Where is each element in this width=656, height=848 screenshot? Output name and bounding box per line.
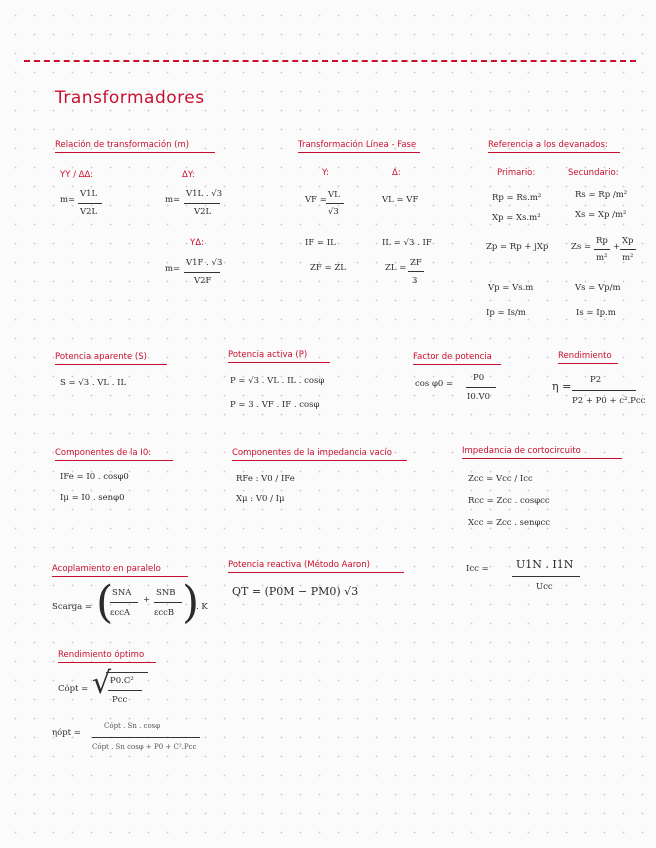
zl-den: 3 xyxy=(412,276,418,286)
left-paren: ( xyxy=(96,577,114,628)
right-paren: ) xyxy=(182,577,200,628)
fraction-bar xyxy=(572,390,636,391)
m3-num: V1F . √3 xyxy=(186,258,223,268)
eq-rp: Rp = Rs.m² xyxy=(492,193,542,203)
eq-vp: Vp = Vs.m xyxy=(488,283,534,293)
heading-rendimiento: Rendimiento xyxy=(558,351,618,364)
m2-lhs: m= xyxy=(165,195,181,205)
factor-den: I0.V0 xyxy=(467,392,491,402)
acoplamiento-n2: SNB xyxy=(156,588,176,598)
factor-num: P0 xyxy=(473,373,485,383)
heading-referencia: Referencia a los devanados: xyxy=(488,140,620,153)
eq-rfe: RFe : V0 / IFe xyxy=(236,474,295,484)
fraction-bar xyxy=(92,737,200,738)
zs-n1: Rp xyxy=(596,236,608,246)
eq-zcc: Zcc = Vcc / Icc xyxy=(468,474,533,484)
fraction-bar xyxy=(108,690,142,691)
vf-num: VL xyxy=(328,190,340,200)
eq-imu: Iμ = I0 . senφ0 xyxy=(60,493,125,503)
eta-lhs: ηópt = xyxy=(52,728,81,738)
eq-ife: IFe = I0 . cosφ0 xyxy=(60,472,129,482)
m2-num: V1L . √3 xyxy=(186,189,223,199)
eq-vs: Vs = Vp/m xyxy=(575,283,621,293)
vf-den: √3 xyxy=(328,207,339,217)
fraction-bar xyxy=(184,272,220,273)
acoplamiento-lhs: Scarga = xyxy=(52,602,93,612)
eq-is: Is = Ip.m xyxy=(576,308,616,318)
factor-lhs: cos φ0 = xyxy=(415,379,454,389)
rendimiento-num: P2 xyxy=(590,375,602,385)
acoplamiento-d1: εccA xyxy=(110,608,131,618)
m3-den: V2F xyxy=(194,276,212,286)
copt-num: P0.C² xyxy=(110,676,134,686)
zs-lhs: Zs = xyxy=(571,242,592,252)
sqrt-sign: √ xyxy=(92,666,112,701)
acoplamiento-plus: + xyxy=(143,595,151,605)
zl-num: ZF xyxy=(410,258,422,268)
label-yy-dd: YY / ΔΔ: xyxy=(60,170,94,180)
eq-activa-1: P = √3 . VL . IL . cosφ xyxy=(230,376,325,386)
eq-zp: Zp = Rp + jXp xyxy=(486,242,549,252)
fraction-bar xyxy=(184,203,220,204)
fraction-bar xyxy=(326,203,344,204)
acoplamiento-n1: SNA xyxy=(112,588,132,598)
heading-impedancia-cc: Impedancia de cortocircuito xyxy=(462,446,622,459)
label-d: Δ: xyxy=(392,168,401,178)
vf-lhs: VF = xyxy=(305,195,327,205)
m2-den: V2L xyxy=(194,207,212,217)
icc-num: U1N . I1N xyxy=(516,558,574,571)
label-y: Y: xyxy=(322,168,329,178)
label-dy: ΔY: xyxy=(182,170,195,180)
rendimiento-lhs: η = xyxy=(552,380,572,393)
fraction-bar xyxy=(466,387,496,388)
heading-optimo: Rendimiento óptimo xyxy=(58,650,156,663)
label-primario: Primario: xyxy=(497,168,536,178)
eq-activa-2: P = 3 . VF . IF . cosφ xyxy=(230,400,320,410)
acoplamiento-tail: . K xyxy=(196,602,208,612)
fraction-bar xyxy=(154,602,182,603)
icc-lhs: Icc = xyxy=(466,564,489,574)
eq-aparente: S = √3 . VL . IL xyxy=(60,378,127,388)
copt-den: Pcc xyxy=(112,695,128,705)
eta-num: Cópt . Sn . cosφ xyxy=(104,722,161,730)
zl-lhs: ZL = xyxy=(385,263,407,273)
eq-xp: Xp = Xs.m² xyxy=(492,213,541,223)
heading-aparente: Potencia aparente (S) xyxy=(55,352,167,365)
fraction-bar xyxy=(408,271,424,272)
heading-reactiva: Potencia reactiva (Método Aaron) xyxy=(228,560,404,573)
dashed-divider xyxy=(24,60,636,62)
eq-xmu: Xμ : V0 / Iμ xyxy=(236,494,285,504)
if-eq: IF = IL xyxy=(305,238,336,248)
heading-activa: Potencia activa (P) xyxy=(228,350,330,363)
m1-den: V2L xyxy=(80,207,98,217)
fraction-bar xyxy=(512,576,580,577)
heading-componentes-io: Componentes de la I0: xyxy=(55,448,173,461)
eta-den: Cópt . Sn cosφ + P0 + C².Pcc xyxy=(92,743,197,751)
icc-den: Ucc xyxy=(536,582,553,592)
eq-xs: Xs = Xp /m² xyxy=(575,210,627,220)
m1-num: V1L xyxy=(80,189,98,199)
fraction-bar xyxy=(620,249,636,250)
eq-reactiva: QT = (P0M − PM0) √3 xyxy=(232,585,359,598)
eq-ip: Ip = Is/m xyxy=(486,308,526,318)
fraction-bar xyxy=(110,602,138,603)
zs-d2: m² xyxy=(622,253,634,263)
fraction-bar xyxy=(594,249,610,250)
eq-rs: Rs = Rp /m² xyxy=(575,190,628,200)
label-yd: YΔ: xyxy=(190,238,204,248)
copt-lhs: Cópt = xyxy=(58,684,89,694)
m1-lhs: m= xyxy=(60,195,76,205)
eq-xcc: Xcc = Zcc . senφcc xyxy=(468,518,550,528)
heading-componentes-z: Componentes de la impedancia vacío xyxy=(232,448,407,461)
heading-acoplamiento: Acoplamiento en paralelo xyxy=(52,564,188,577)
sqrt-bar xyxy=(106,672,148,673)
heading-relacion: Relación de transformación (m) xyxy=(55,140,215,153)
heading-linea-fase: Transformación Línea - Fase xyxy=(298,140,420,153)
m3-lhs: m= xyxy=(165,264,181,274)
page-title: Transformadores xyxy=(55,88,205,108)
eq-rcc: Rcc = Zcc . cosφcc xyxy=(468,496,550,506)
zf-eq: ZF = ZL xyxy=(310,263,346,273)
il-eq: IL = √3 . IF xyxy=(382,238,432,248)
fraction-bar xyxy=(78,203,102,204)
vl-eq: VL = VF xyxy=(382,195,419,205)
label-secundario: Secundario: xyxy=(568,168,619,178)
rendimiento-den: P2 + P0 + c².Pcc xyxy=(572,396,646,406)
heading-factor: Factor de potencia xyxy=(413,352,501,365)
acoplamiento-d2: εccB xyxy=(154,608,175,618)
zs-d1: m² xyxy=(596,253,608,263)
zs-n2: Xp xyxy=(622,236,634,246)
zs-plus: + xyxy=(613,242,621,252)
